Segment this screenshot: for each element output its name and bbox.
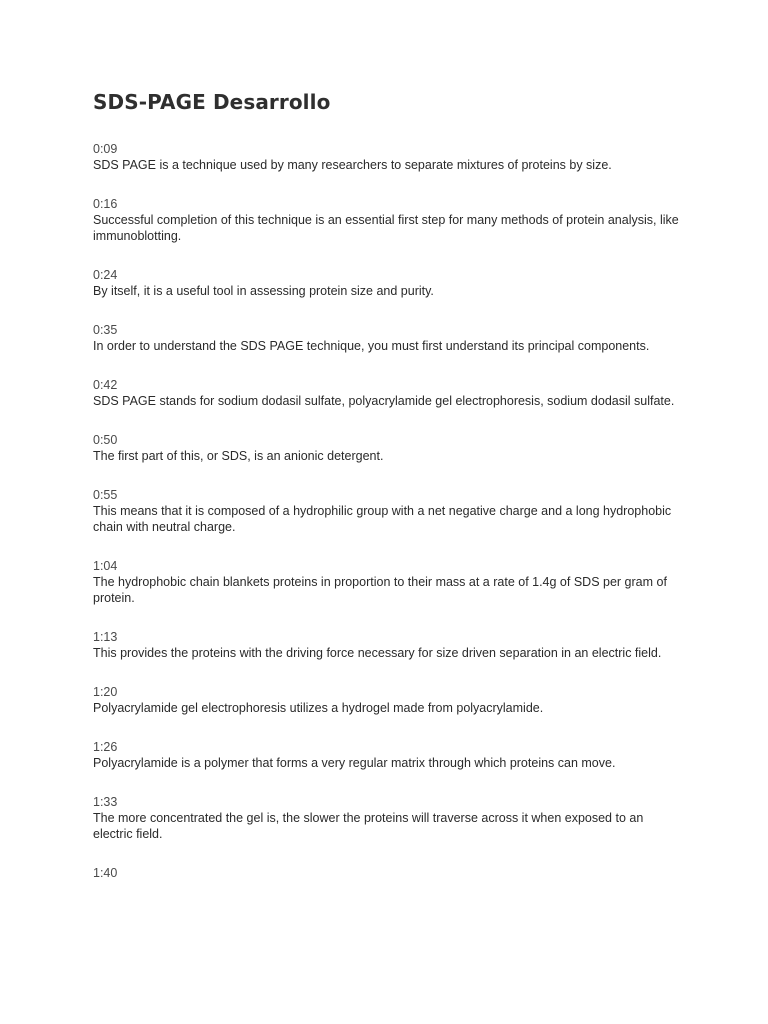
timestamp: 0:55 [93,488,118,502]
timestamp: 0:24 [93,268,118,282]
transcript-text: By itself, it is a useful tool in assessing protein size and purity. [93,284,434,298]
transcript-entry [93,684,683,716]
transcript-entry [93,322,683,354]
timestamp: 1:20 [93,685,118,699]
transcript-text: Successful completion of this technique is an essential first step for many methods of protein analysis, like immunoblotting. [93,213,679,243]
transcript-entry [93,141,683,173]
transcript-entry [93,487,683,535]
timestamp: 1:26 [93,740,118,754]
transcript-text: The more concentrated the gel is, the slower the proteins will traverse across it when exposed to an electric field. [93,811,644,841]
transcript-entry [93,794,683,842]
transcript-text: This means that it is composed of a hydrophilic group with a net negative charge and a long hydrophobic chain with neutral charge. [93,504,672,534]
timestamp: 1:33 [93,795,118,809]
transcript-entry [93,196,683,244]
transcript-entry [93,739,683,771]
timestamp: 0:16 [93,197,118,211]
transcript-entry [93,558,683,606]
timestamp: 0:09 [93,142,118,156]
timestamp: 0:42 [93,378,118,392]
transcript-entry [93,865,683,881]
transcript-entry [93,432,683,464]
transcript-text: SDS PAGE is a technique used by many researchers to separate mixtures of proteins by size. [93,158,612,172]
transcript-text: The hydrophobic chain blankets proteins in proportion to their mass at a rate of 1.4g of SDS per gram of protein. [93,575,667,605]
timestamp: 0:50 [93,433,118,447]
transcript-entry [93,629,683,661]
transcript-text: Polyacrylamide is a polymer that forms a very regular matrix through which proteins can move. [93,756,616,770]
transcript-text: Polyacrylamide gel electrophoresis utilizes a hydrogel made from polyacrylamide. [93,701,544,715]
transcript-text: SDS PAGE stands for sodium dodasil sulfate, polyacrylamide gel electrophoresis, sodium dodasil sulfate. [93,394,675,408]
transcript-text: In order to understand the SDS PAGE technique, you must first understand its principal components. [93,339,650,353]
timestamp: 1:40 [93,866,118,880]
document-page [93,88,683,904]
timestamp: 1:04 [93,559,118,573]
timestamp: 0:35 [93,323,118,337]
timestamp: 1:13 [93,630,118,644]
transcript-entry [93,267,683,299]
transcript-text: This provides the proteins with the driving force necessary for size driven separation in an electric field. [93,646,662,660]
transcript-text: The first part of this, or SDS, is an anionic detergent. [93,449,384,463]
document-title: SDS-PAGE Desarrollo [93,90,331,114]
transcript-entry [93,377,683,409]
